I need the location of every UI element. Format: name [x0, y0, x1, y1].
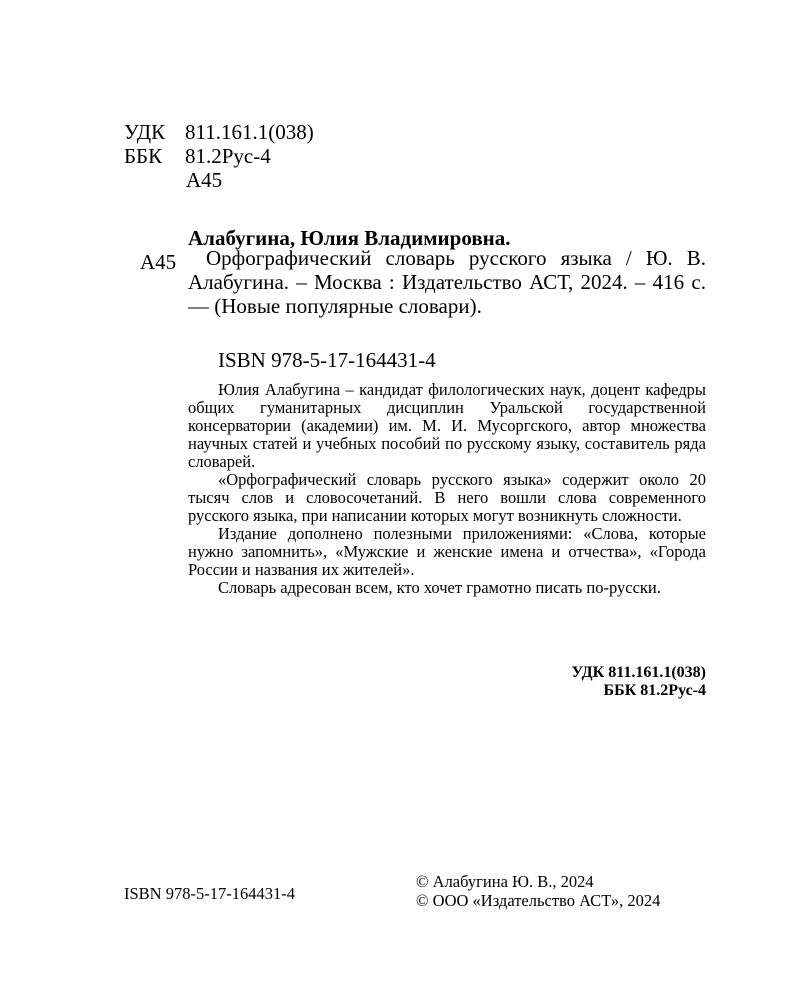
isbn-main: ISBN 978-5-17-164431-4 — [218, 348, 436, 372]
annotation-paragraph: «Орфографический словарь русского языка» содержит около 20 тысяч слов и словосочетаний. В него вошли слова современного русского языка, при написании которых могут возникнуть сложности. — [188, 470, 706, 525]
author-code-top: А45 — [186, 168, 223, 192]
udk-label: УДК — [124, 120, 166, 144]
author-name: Алабугина, Юлия Владимировна. — [188, 226, 511, 250]
udk-row — [124, 120, 314, 144]
classification-right — [571, 664, 706, 700]
copyright-block — [416, 872, 660, 910]
isbn-footer: ISBN 978-5-17-164431-4 — [124, 884, 295, 903]
copyright-publisher: © ООО «Издательство АСТ», 2024 — [416, 891, 661, 910]
udk-value: 811.161.1(038) — [185, 120, 314, 144]
author-code: А45 — [140, 250, 177, 274]
bbk-value: 81.2Рус-4 — [185, 144, 271, 168]
annotation-paragraph: Юлия Алабугина – кандидат филологических наук, доцент кафедры общих гуманитарных дисциплин Уральской государственной консерватории (академии) им. М. И. Мусоргского, автор множества научных статей и учебных пособий по русскому языку, составитель ряда словарей. — [188, 380, 706, 471]
bibliographic-description: Орфографический словарь русского языка / Ю. В. Алабугина. – Москва : Издательство АСТ, 2024. – 416 с. — (Новые популярные словари). — [188, 246, 706, 318]
copyright-author: © Алабугина Ю. В., 2024 — [416, 872, 594, 891]
udk-right: УДК 811.161.1(038) — [571, 664, 706, 681]
classification-block — [124, 120, 314, 192]
bbk-label: ББК — [124, 144, 163, 168]
bbk-row — [124, 144, 314, 168]
annotation-paragraph: Словарь адресован всем, кто хочет грамотно писать по-русски. — [218, 578, 661, 597]
annotation — [188, 381, 706, 597]
annotation-paragraph: Издание дополнено полезными приложениями: «Слова, которые нужно запомнить», «Мужские и женские имена и отчества», «Города России и названия их жителей». — [188, 524, 706, 579]
bbk-right: ББК 81.2Рус-4 — [603, 682, 706, 699]
